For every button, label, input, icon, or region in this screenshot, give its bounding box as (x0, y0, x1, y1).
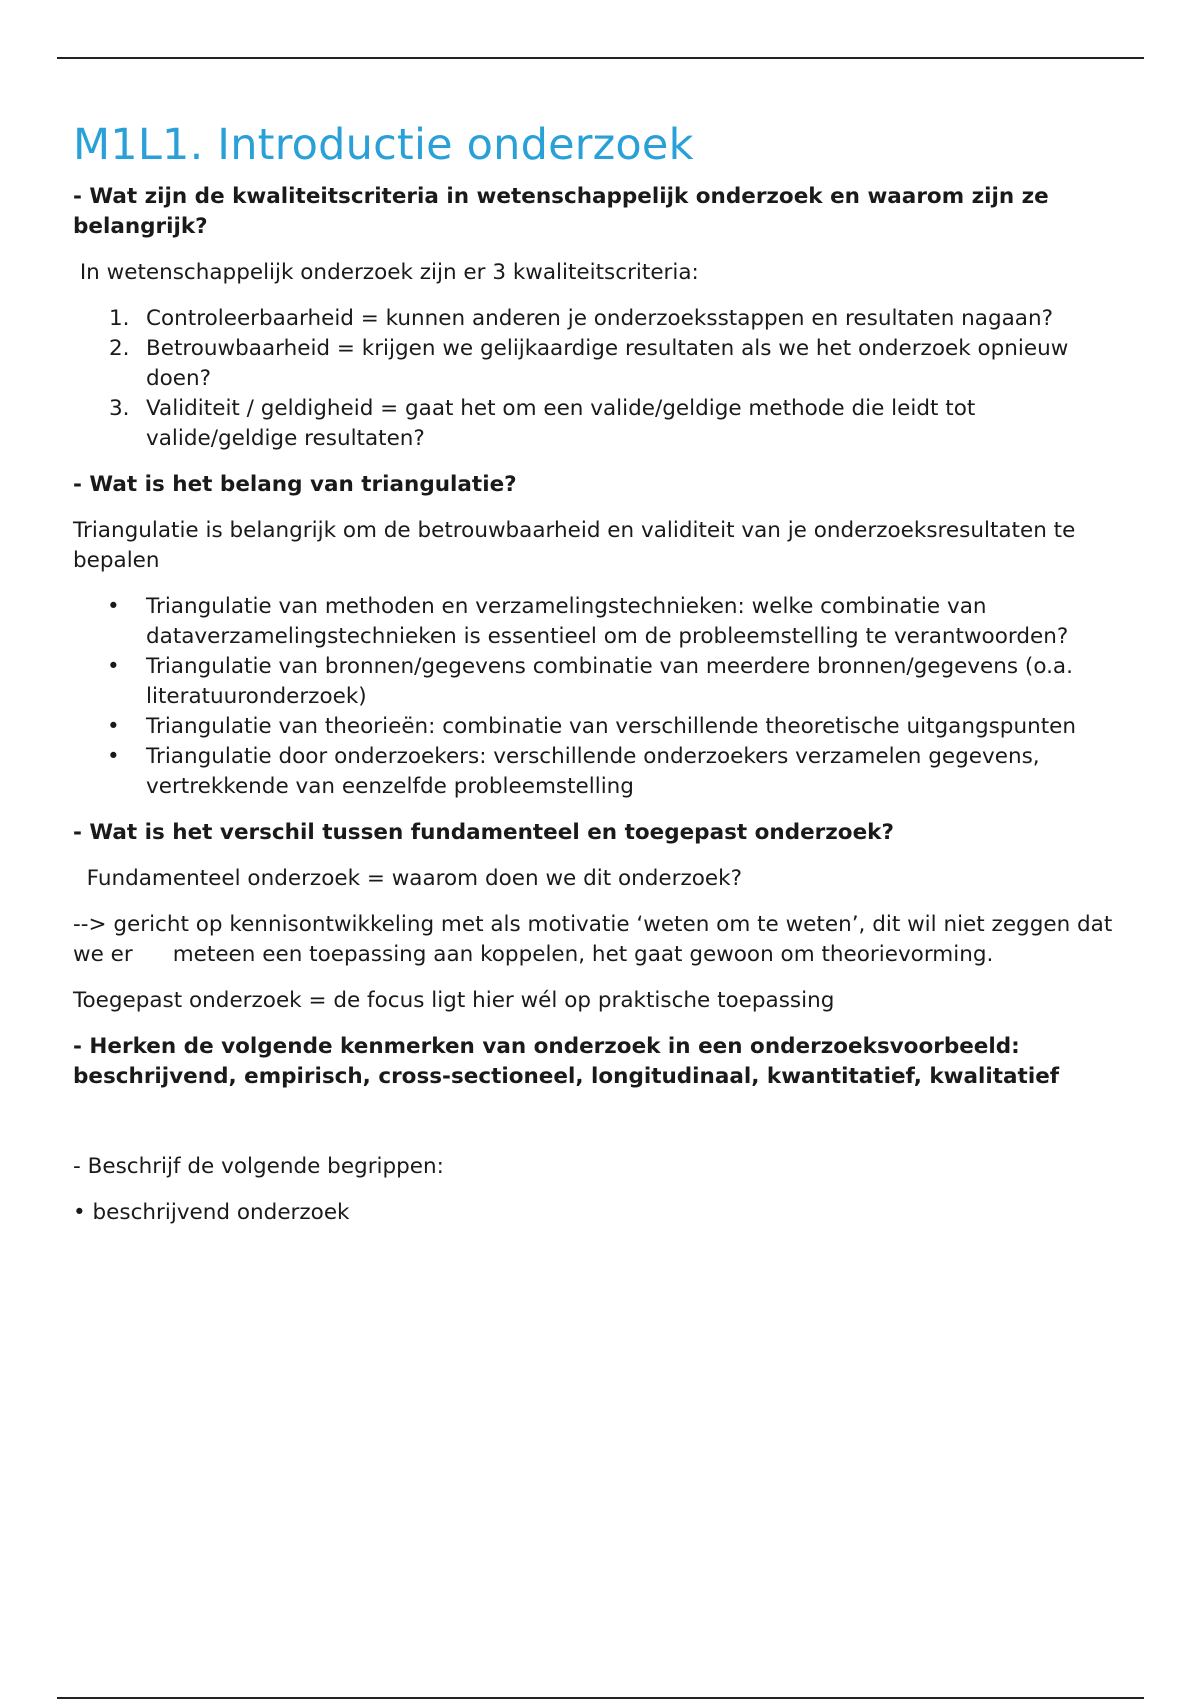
paragraph-triangulation: Triangulatie is belangrijk om de betrouwbaarheid en validiteit van je onderzoeksresultaten te bepalen (73, 518, 1076, 573)
list-item: • Triangulatie door onderzoekers: verschillende onderzoekers verzamelen gegevens, vertrekkende van eenzelfde probleemstelling (107, 744, 1040, 799)
paragraph-fundamental-explanation: --> gericht op kennisontwikkeling met als motivatie ‘weten om te weten’, dit wil niet zeggen dat we er meteen een toepassing aan koppelen, het gaat gewoon om theorievorming. (73, 912, 1113, 967)
triangulation-list (73, 592, 1118, 802)
page-title: M1L1. Introductie onderzoek (73, 120, 694, 170)
list-item: 2. Betrouwbaarheid = krijgen we gelijkaardige resultaten als we het onderzoek opnieuw doen? (109, 336, 1069, 391)
paragraph-criteria-intro: In wetenschappelijk onderzoek zijn er 3 kwaliteitscriteria: (73, 260, 699, 285)
list-item: 1. Controleerbaarheid = kunnen anderen je onderzoeksstappen en resultaten nagaan? (109, 306, 1053, 331)
document-body (73, 110, 1118, 1228)
criteria-list (73, 304, 1118, 454)
paragraph-descriptive-research: • beschrijvend onderzoek (73, 1200, 350, 1225)
question-triangulation: - Wat is het belang van triangulatie? (73, 472, 517, 497)
list-item: • Triangulatie van methoden en verzamelingstechnieken: welke combinatie van dataverzamelingstechnieken is essentieel om de probleemstelling te verantwoorden? (107, 594, 1069, 649)
list-item: • Triangulatie van theorieën: combinatie van verschillende theoretische uitgangspunten (107, 714, 1076, 739)
question-quality-criteria: - Wat zijn de kwaliteitscriteria in wetenschappelijk onderzoek en waarom zijn ze belangrijk? (73, 184, 1049, 239)
question-characteristics: - Herken de volgende kenmerken van onderzoek in een onderzoeksvoorbeeld: beschrijvend, empirisch, cross-sectioneel, longitudinaal, kwantitatief, kwalitatief (73, 1034, 1060, 1089)
paragraph-describe-terms: - Beschrijf de volgende begrippen: (73, 1154, 444, 1179)
paragraph-applied: Toegepast onderzoek = de focus ligt hier wél op praktische toepassing (73, 988, 835, 1013)
list-item: • Triangulatie van bronnen/gegevens combinatie van meerdere bronnen/gegevens (o.a. literatuuronderzoek) (107, 654, 1073, 709)
paragraph-fundamental: Fundamenteel onderzoek = waarom doen we dit onderzoek? (73, 866, 742, 891)
header-rule (57, 57, 1144, 59)
footer-rule (57, 1697, 1144, 1699)
list-item: 3. Validiteit / geldigheid = gaat het om een valide/geldige methode die leidt tot valide/geldige resultaten? (109, 396, 976, 451)
question-fundamental-vs-applied: - Wat is het verschil tussen fundamenteel en toegepast onderzoek? (73, 820, 894, 845)
